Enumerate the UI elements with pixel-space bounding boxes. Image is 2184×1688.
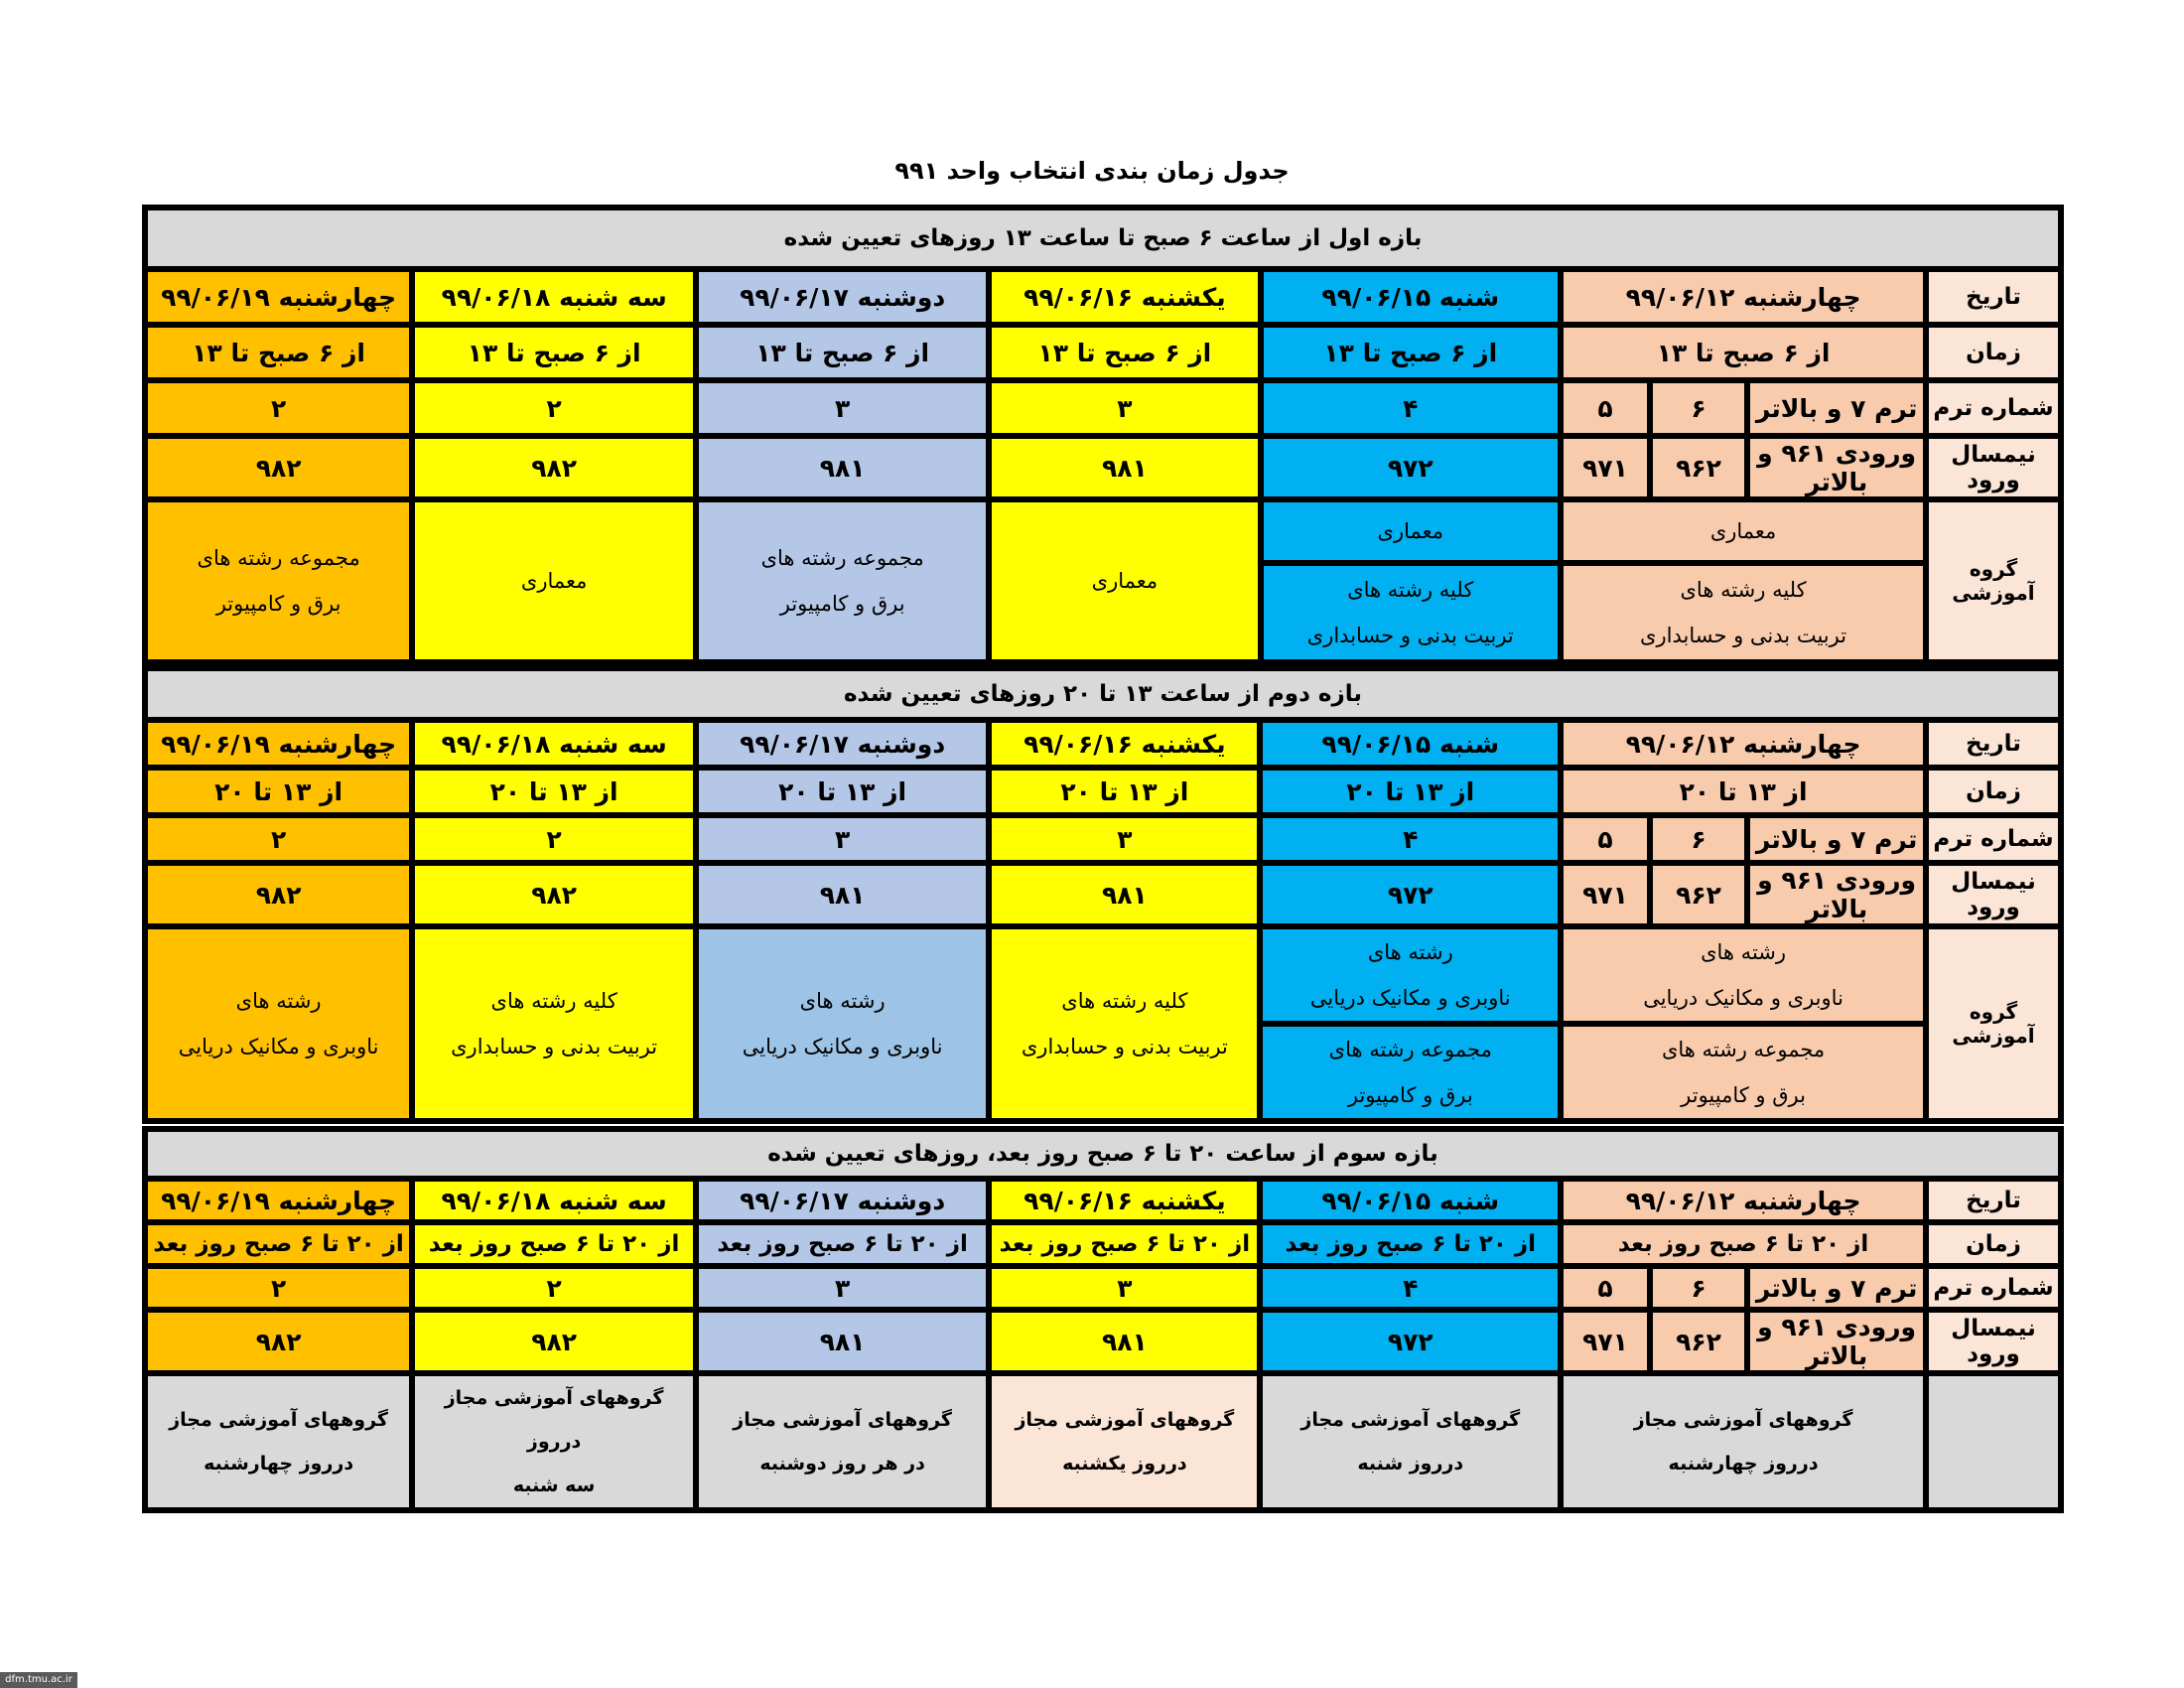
group-line: رشته های (1701, 940, 1787, 964)
term-wed-5: ۵ (1564, 383, 1647, 433)
date-sun-16: یکشنبه ۹۹/۰۶/۱۶ (992, 1182, 1257, 1219)
date-sat-15: شنبه ۹۹/۰۶/۱۵ (1263, 1182, 1558, 1219)
time-tue-18: از ۶ صبح تا ۱۳ (415, 328, 693, 377)
entry-sat: ۹۷۲ (1263, 866, 1558, 923)
term-tue: ۲ (415, 383, 693, 433)
group-line: درروز یکشنبه (1062, 1453, 1187, 1475)
group-sun (992, 502, 1257, 659)
date-sun-16: یکشنبه ۹۹/۰۶/۱۶ (992, 272, 1257, 322)
group-wed-12 (1564, 1376, 1923, 1507)
group-line: درروز چهارشنبه (204, 1453, 354, 1475)
group-line: گروههای آموزشی مجاز (1633, 1409, 1853, 1431)
term-wed-7plus: ترم ۷ و بالاتر (1750, 1269, 1923, 1307)
group-label-empty (1929, 1376, 2058, 1507)
date-sat-15: شنبه ۹۹/۰۶/۱۵ (1263, 723, 1558, 765)
term-wed-5: ۵ (1564, 1269, 1647, 1307)
row-label-term: شماره ترم (1929, 383, 2058, 433)
group-line: مجموعه رشته های (1661, 1038, 1826, 1061)
group-line: مجموعه رشته های (760, 546, 924, 570)
term-wed2: ۲ (148, 818, 409, 860)
group-line: گروههای آموزشی مجاز (1300, 1409, 1521, 1431)
entry-tue: ۹۸۲ (415, 1313, 693, 1370)
group-line: رشته های (235, 989, 322, 1013)
group-mon (699, 502, 986, 659)
group-wed-marine (1564, 929, 1923, 1021)
time-wed-19: از ۶ صبح تا ۱۳ (148, 328, 409, 377)
row-label-entry: نیمسال ورود (1929, 439, 2058, 496)
group-line: برق و کامپیوتر (779, 592, 905, 616)
time-wed-19: از ۱۳ تا ۲۰ (148, 771, 409, 812)
group-sat-elec (1263, 1027, 1558, 1118)
period1-table (142, 205, 2064, 665)
group-line: تربیت بدنی و حسابداری (451, 1035, 658, 1058)
entry-wed-961: ورودی ۹۶۱ و بالاتر (1750, 439, 1923, 496)
term-sat: ۴ (1263, 818, 1558, 860)
group-tue (415, 1376, 693, 1507)
group-line: سه شنبه (512, 1475, 596, 1496)
group-tue (415, 502, 693, 659)
group-line: کلیه رشته های (1347, 578, 1474, 602)
date-sat-15: شنبه ۹۹/۰۶/۱۵ (1264, 272, 1559, 322)
time-tue-18: از ۲۰ تا ۶ صبح روز بعد (415, 1225, 693, 1263)
time-wed-19: از ۲۰ تا ۶ صبح روز بعد (148, 1225, 409, 1263)
term-wed-6: ۶ (1653, 818, 1744, 860)
term-wed-6: ۶ (1653, 1269, 1744, 1307)
date-wed-19: چهارشنبه ۹۹/۰۶/۱۹ (148, 723, 409, 765)
term-wed-5: ۵ (1564, 818, 1647, 860)
entry-wed-961: ورودی ۹۶۱ و بالاتر (1750, 866, 1923, 923)
period3-header: بازه سوم از ساعت ۲۰ تا ۶ صبح روز بعد، روزهای تعیین شده (148, 1132, 2058, 1176)
group-line: معماری (1091, 569, 1159, 593)
group-line: برق و کامپیوتر (1347, 1083, 1473, 1107)
entry-sat: ۹۷۲ (1263, 1313, 1558, 1370)
term-wed-6: ۶ (1653, 383, 1744, 433)
entry-wed2: ۹۸۲ (148, 1313, 409, 1370)
group-line: کلیه رشته های (1680, 578, 1807, 602)
date-mon-17: دوشنبه ۹۹/۰۶/۱۷ (699, 272, 986, 322)
date-wed-12: چهارشنبه ۹۹/۰۶/۱۲ (1564, 272, 1923, 322)
row-label-date: تاریخ (1929, 1182, 2058, 1219)
entry-wed-971: ۹۷۱ (1564, 1313, 1647, 1370)
time-mon-17: از ۱۳ تا ۲۰ (699, 771, 986, 812)
group-line: برق و کامپیوتر (215, 592, 341, 616)
time-sat-15: از ۲۰ تا ۶ صبح روز بعد (1263, 1225, 1558, 1263)
group-tue (415, 929, 693, 1118)
time-tue-18: از ۱۳ تا ۲۰ (415, 771, 693, 812)
group-mon (699, 1376, 986, 1507)
group-line: رشته های (1367, 940, 1453, 964)
period2-header: بازه دوم از ساعت ۱۳ تا ۲۰ روزهای تعیین شده (148, 671, 2058, 717)
group-line: درروز شنبه (1357, 1453, 1464, 1475)
time-mon-17: از ۶ صبح تا ۱۳ (699, 328, 986, 377)
group-line: گروههای آموزشی مجاز درروز (444, 1387, 664, 1453)
date-wed-12: چهارشنبه ۹۹/۰۶/۱۲ (1564, 723, 1923, 765)
group-sat-architecture: معماری (1264, 502, 1559, 560)
date-mon-17: دوشنبه ۹۹/۰۶/۱۷ (699, 723, 986, 765)
group-line: برق و کامپیوتر (1681, 1083, 1806, 1107)
time-wed-12: از ۱۳ تا ۲۰ (1564, 771, 1923, 812)
group-line: کلیه رشته های (490, 989, 617, 1013)
time-sat-15: از ۶ صبح تا ۱۳ (1264, 328, 1559, 377)
date-tue-18: سه شنبه ۹۹/۰۶/۱۸ (415, 723, 693, 765)
group-wed2 (148, 1376, 409, 1507)
term-tue: ۲ (415, 818, 693, 860)
date-tue-18: سه شنبه ۹۹/۰۶/۱۸ (415, 1182, 693, 1219)
group-line: ناوبری و مکانیک دریایی (742, 1035, 943, 1058)
group-line: گروههای آموزشی مجاز (1015, 1409, 1235, 1431)
row-label-date: تاریخ (1929, 723, 2058, 765)
row-label-entry: نیمسال ورود (1929, 866, 2058, 923)
row-label-date: تاریخ (1929, 272, 2058, 322)
group-sat-physed (1264, 566, 1559, 659)
entry-tue: ۹۸۲ (415, 866, 693, 923)
entry-mon: ۹۸۱ (699, 1313, 986, 1370)
term-sat: ۴ (1264, 383, 1559, 433)
group-mon (699, 929, 986, 1118)
time-sun-16: از ۶ صبح تا ۱۳ (992, 328, 1257, 377)
page-title: جدول زمان بندی انتخاب واحد ۹۹۱ (894, 157, 1290, 185)
term-tue: ۲ (415, 1269, 693, 1307)
time-mon-17: از ۲۰ تا ۶ صبح روز بعد (699, 1225, 986, 1263)
term-wed2: ۲ (148, 1269, 409, 1307)
row-label-time: زمان (1929, 328, 2058, 377)
group-line: معماری (520, 569, 588, 593)
term-wed-7plus: ترم ۷ و بالاتر (1750, 383, 1923, 433)
row-label-entry: نیمسال ورود (1929, 1313, 2058, 1370)
group-line: تربیت بدنی و حسابداری (1640, 624, 1847, 647)
entry-sat: ۹۷۲ (1264, 439, 1559, 496)
period2-table (142, 665, 2064, 1124)
time-sat-15: از ۱۳ تا ۲۰ (1263, 771, 1558, 812)
period3-table (142, 1126, 2064, 1513)
entry-wed-961: ورودی ۹۶۱ و بالاتر (1750, 1313, 1923, 1370)
group-line: درروز چهارشنبه (1668, 1453, 1819, 1475)
row-label-term: شماره ترم (1929, 818, 2058, 860)
group-line: تربیت بدنی و حسابداری (1306, 624, 1514, 647)
group-line: گروههای آموزشی مجاز (169, 1409, 388, 1431)
term-wed-7plus: ترم ۷ و بالاتر (1750, 818, 1923, 860)
group-sat-marine (1263, 929, 1558, 1021)
entry-wed-962: ۹۶۲ (1653, 439, 1744, 496)
term-mon: ۳ (699, 818, 986, 860)
entry-sun: ۹۸۱ (992, 866, 1257, 923)
row-label-time: زمان (1929, 1225, 2058, 1263)
date-wed-19: چهارشنبه ۹۹/۰۶/۱۹ (148, 1182, 409, 1219)
time-wed-12: از ۲۰ تا ۶ صبح روز بعد (1564, 1225, 1923, 1263)
group-line: ناوبری و مکانیک دریایی (1643, 986, 1843, 1010)
entry-mon: ۹۸۱ (699, 866, 986, 923)
group-wed-elec (1564, 1027, 1923, 1118)
entry-wed2: ۹۸۲ (148, 866, 409, 923)
period1-header: بازه اول از ساعت ۶ صبح تا ساعت ۱۳ روزهای تعیین شده (148, 211, 2058, 266)
group-line: کلیه رشته های (1061, 989, 1188, 1013)
group-line: ناوبری و مکانیک دریایی (1309, 986, 1511, 1010)
group-line: مجموعه رشته های (1328, 1038, 1492, 1061)
group-sun (992, 1376, 1257, 1507)
group-sun (992, 929, 1257, 1118)
group-wed2 (148, 502, 409, 659)
time-sun-16: از ۱۳ تا ۲۰ (992, 771, 1257, 812)
entry-sun: ۹۸۱ (992, 1313, 1257, 1370)
group-line: مجموعه رشته های (197, 546, 360, 570)
entry-wed-962: ۹۶۲ (1653, 866, 1744, 923)
group-line: رشته های (799, 989, 886, 1013)
date-wed-19: چهارشنبه ۹۹/۰۶/۱۹ (148, 272, 409, 322)
time-sun-16: از ۲۰ تا ۶ صبح روز بعد (992, 1225, 1257, 1263)
group-wed-physed (1564, 566, 1923, 659)
group-line: ناوبری و مکانیک دریایی (178, 1035, 379, 1058)
date-tue-18: سه شنبه ۹۹/۰۶/۱۸ (415, 272, 693, 322)
row-label-time: زمان (1929, 771, 2058, 812)
entry-sun: ۹۸۱ (992, 439, 1257, 496)
entry-wed-971: ۹۷۱ (1564, 866, 1647, 923)
row-label-term: شماره ترم (1929, 1269, 2058, 1307)
term-sat: ۴ (1263, 1269, 1558, 1307)
term-wed2: ۲ (148, 383, 409, 433)
group-line: گروههای آموزشی مجاز (733, 1409, 952, 1431)
group-wed-architecture: معماری (1564, 502, 1923, 560)
date-wed-12: چهارشنبه ۹۹/۰۶/۱۲ (1564, 1182, 1923, 1219)
entry-wed-971: ۹۷۱ (1564, 439, 1647, 496)
group-line: در هر روز دوشنبه (759, 1453, 925, 1475)
date-mon-17: دوشنبه ۹۹/۰۶/۱۷ (699, 1182, 986, 1219)
term-mon: ۳ (699, 1269, 986, 1307)
group-line: تربیت بدنی و حسابداری (1021, 1035, 1228, 1058)
row-label-group: گروه آموزشی (1929, 502, 2058, 659)
group-sat (1263, 1376, 1558, 1507)
term-sun: ۳ (992, 1269, 1257, 1307)
entry-wed2: ۹۸۲ (148, 439, 409, 496)
entry-tue: ۹۸۲ (415, 439, 693, 496)
entry-wed-962: ۹۶۲ (1653, 1313, 1744, 1370)
date-sun-16: یکشنبه ۹۹/۰۶/۱۶ (992, 723, 1257, 765)
site-url-footer: dfm.tmu.ac.ir (0, 1672, 77, 1688)
term-sun: ۳ (992, 818, 1257, 860)
row-label-group: گروه آموزشی (1929, 929, 2058, 1118)
term-sun: ۳ (992, 383, 1257, 433)
time-wed-12: از ۶ صبح تا ۱۳ (1564, 328, 1923, 377)
group-wed2 (148, 929, 409, 1118)
entry-mon: ۹۸۱ (699, 439, 986, 496)
term-mon: ۳ (699, 383, 986, 433)
